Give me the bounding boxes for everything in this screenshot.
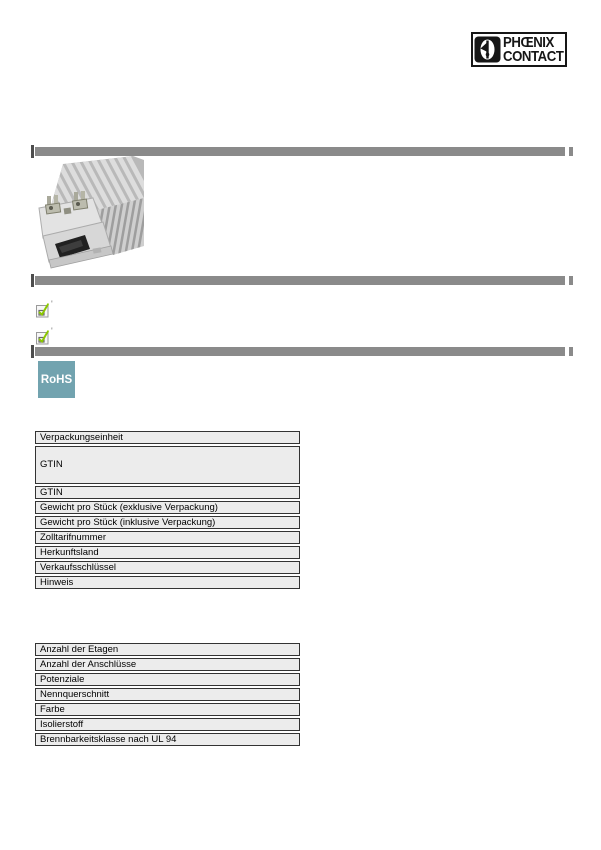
ordering-data-table [35, 431, 300, 591]
technical-data-table [35, 643, 300, 748]
terminal-block-image [35, 156, 144, 270]
table-row [35, 703, 300, 716]
bar-left-tick [31, 345, 34, 358]
checked-checkbox-icon [36, 330, 49, 345]
table-row [35, 718, 300, 731]
bar-left-tick [31, 145, 34, 158]
row-label: Hinweis [40, 576, 74, 588]
table-row [35, 561, 300, 574]
approval-item [36, 299, 66, 317]
brand-logo [471, 32, 567, 67]
row-label: GTIN [40, 459, 63, 470]
table-row [35, 531, 300, 544]
approval-mark: ' [51, 299, 53, 309]
bar-right-tick [569, 276, 573, 285]
bar-main [35, 347, 565, 356]
table-row [35, 576, 300, 589]
row-label: Gewicht pro Stück (inklusive Verpackung) [40, 516, 216, 528]
section-divider-bar [31, 276, 573, 285]
terminal-block-photo [35, 156, 144, 270]
row-label: Gewicht pro Stück (exklusive Verpackung) [40, 501, 218, 513]
row-label: Potenziale [40, 673, 85, 685]
row-label: Zolltarifnummer [40, 531, 106, 543]
approval-item [36, 326, 66, 344]
table-row [35, 546, 300, 559]
row-label: Isolierstoff [40, 718, 84, 730]
phoenix-emblem-icon [474, 36, 501, 63]
bar-left-tick [31, 274, 34, 287]
table-row [35, 658, 300, 671]
table-row [35, 431, 300, 444]
row-label: Farbe [40, 703, 65, 715]
row-label: Brennbarkeitsklasse nach UL 94 [40, 733, 177, 745]
approval-mark: ' [51, 326, 53, 336]
bar-right-tick [569, 347, 573, 356]
checked-checkbox-icon [36, 303, 49, 318]
row-label: Anzahl der Etagen [40, 643, 119, 655]
table-row [35, 733, 300, 746]
row-label: Nennquerschnitt [40, 688, 110, 700]
bar-main [35, 147, 565, 156]
table-row [35, 673, 300, 686]
section-divider-bar [31, 347, 573, 356]
bar-right-tick [569, 147, 573, 156]
table-row [35, 688, 300, 701]
rohs-label: RoHS [40, 373, 73, 386]
rohs-badge [38, 361, 75, 398]
row-label: GTIN [40, 486, 63, 498]
brand-line2: CONTACT [503, 47, 564, 65]
table-row [35, 446, 300, 484]
row-label: Herkunftsland [40, 546, 99, 558]
brand-wordmark [503, 36, 563, 63]
brand-line1: PHŒNIX [503, 34, 554, 51]
table-row [35, 501, 300, 514]
row-label: Anzahl der Anschlüsse [40, 658, 137, 670]
row-label: Verpackungseinheit [40, 431, 123, 443]
table-row [35, 643, 300, 656]
section-divider-bar [31, 147, 573, 156]
row-label: Verkaufsschlüssel [40, 561, 117, 573]
table-row [35, 486, 300, 499]
table-row [35, 516, 300, 529]
bar-main [35, 276, 565, 285]
